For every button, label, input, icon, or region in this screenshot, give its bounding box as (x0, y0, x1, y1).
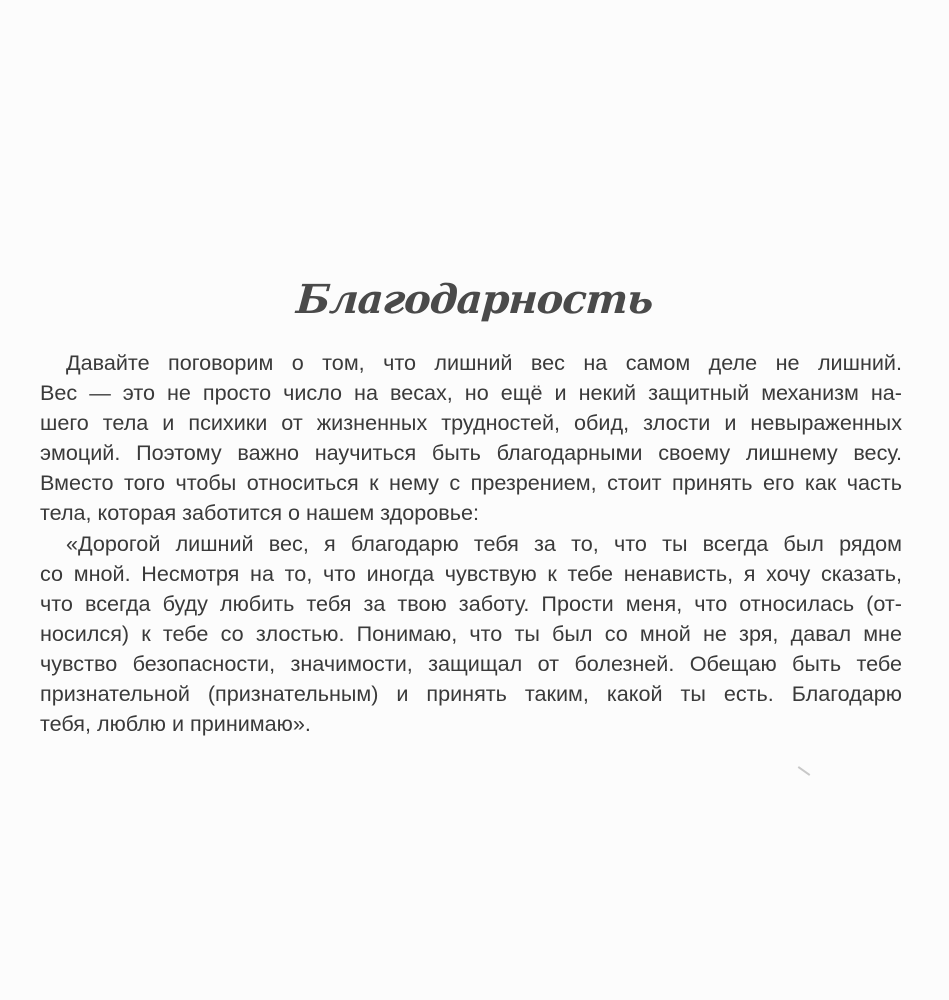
text-line: Давайте поговорим о том, что лишний вес на самом деле не лишний. (66, 350, 902, 375)
text-line: Вес — это не просто число на весах, но ещё и некий защитный механизм на- (40, 380, 902, 406)
text-line: со мной. Несмотря на то, что иногда чувствую к тебе ненависть, я хочу сказать, (40, 560, 902, 586)
page-title: Благодарность (294, 276, 655, 323)
body-text (40, 348, 902, 739)
text-line: шего тела и психики от жизненных трудностей, обид, злости и невыраженных (40, 410, 902, 436)
paper-mark (798, 766, 811, 776)
text-line: тебя, люблю и принимаю». (40, 711, 311, 737)
text-line: «Дорогой лишний вес, я благодарю тебя за то, что ты всегда был рядом (66, 530, 902, 556)
text-line: признательной (признательным) и принять таким, какой ты есть. Благодарю (40, 681, 902, 707)
text-line: эмоций. Поэтому важно научиться быть благодарными своему лишнему весу. (40, 440, 902, 466)
text-line: Вместо того чтобы относиться к нему с презрением, стоит принять его как часть (40, 470, 902, 496)
text-line: тела, которая заботится о нашем здоровье: (40, 500, 479, 526)
text-line: что всегда буду любить тебя за твою заботу. Прости меня, что относилась (от- (40, 590, 902, 616)
text-line: носился) к тебе со злостью. Понимаю, что ты был со мной не зря, давал мне (40, 620, 902, 646)
text-line: чувство безопасности, значимости, защищал от болезней. Обещаю быть тебе (40, 650, 902, 676)
